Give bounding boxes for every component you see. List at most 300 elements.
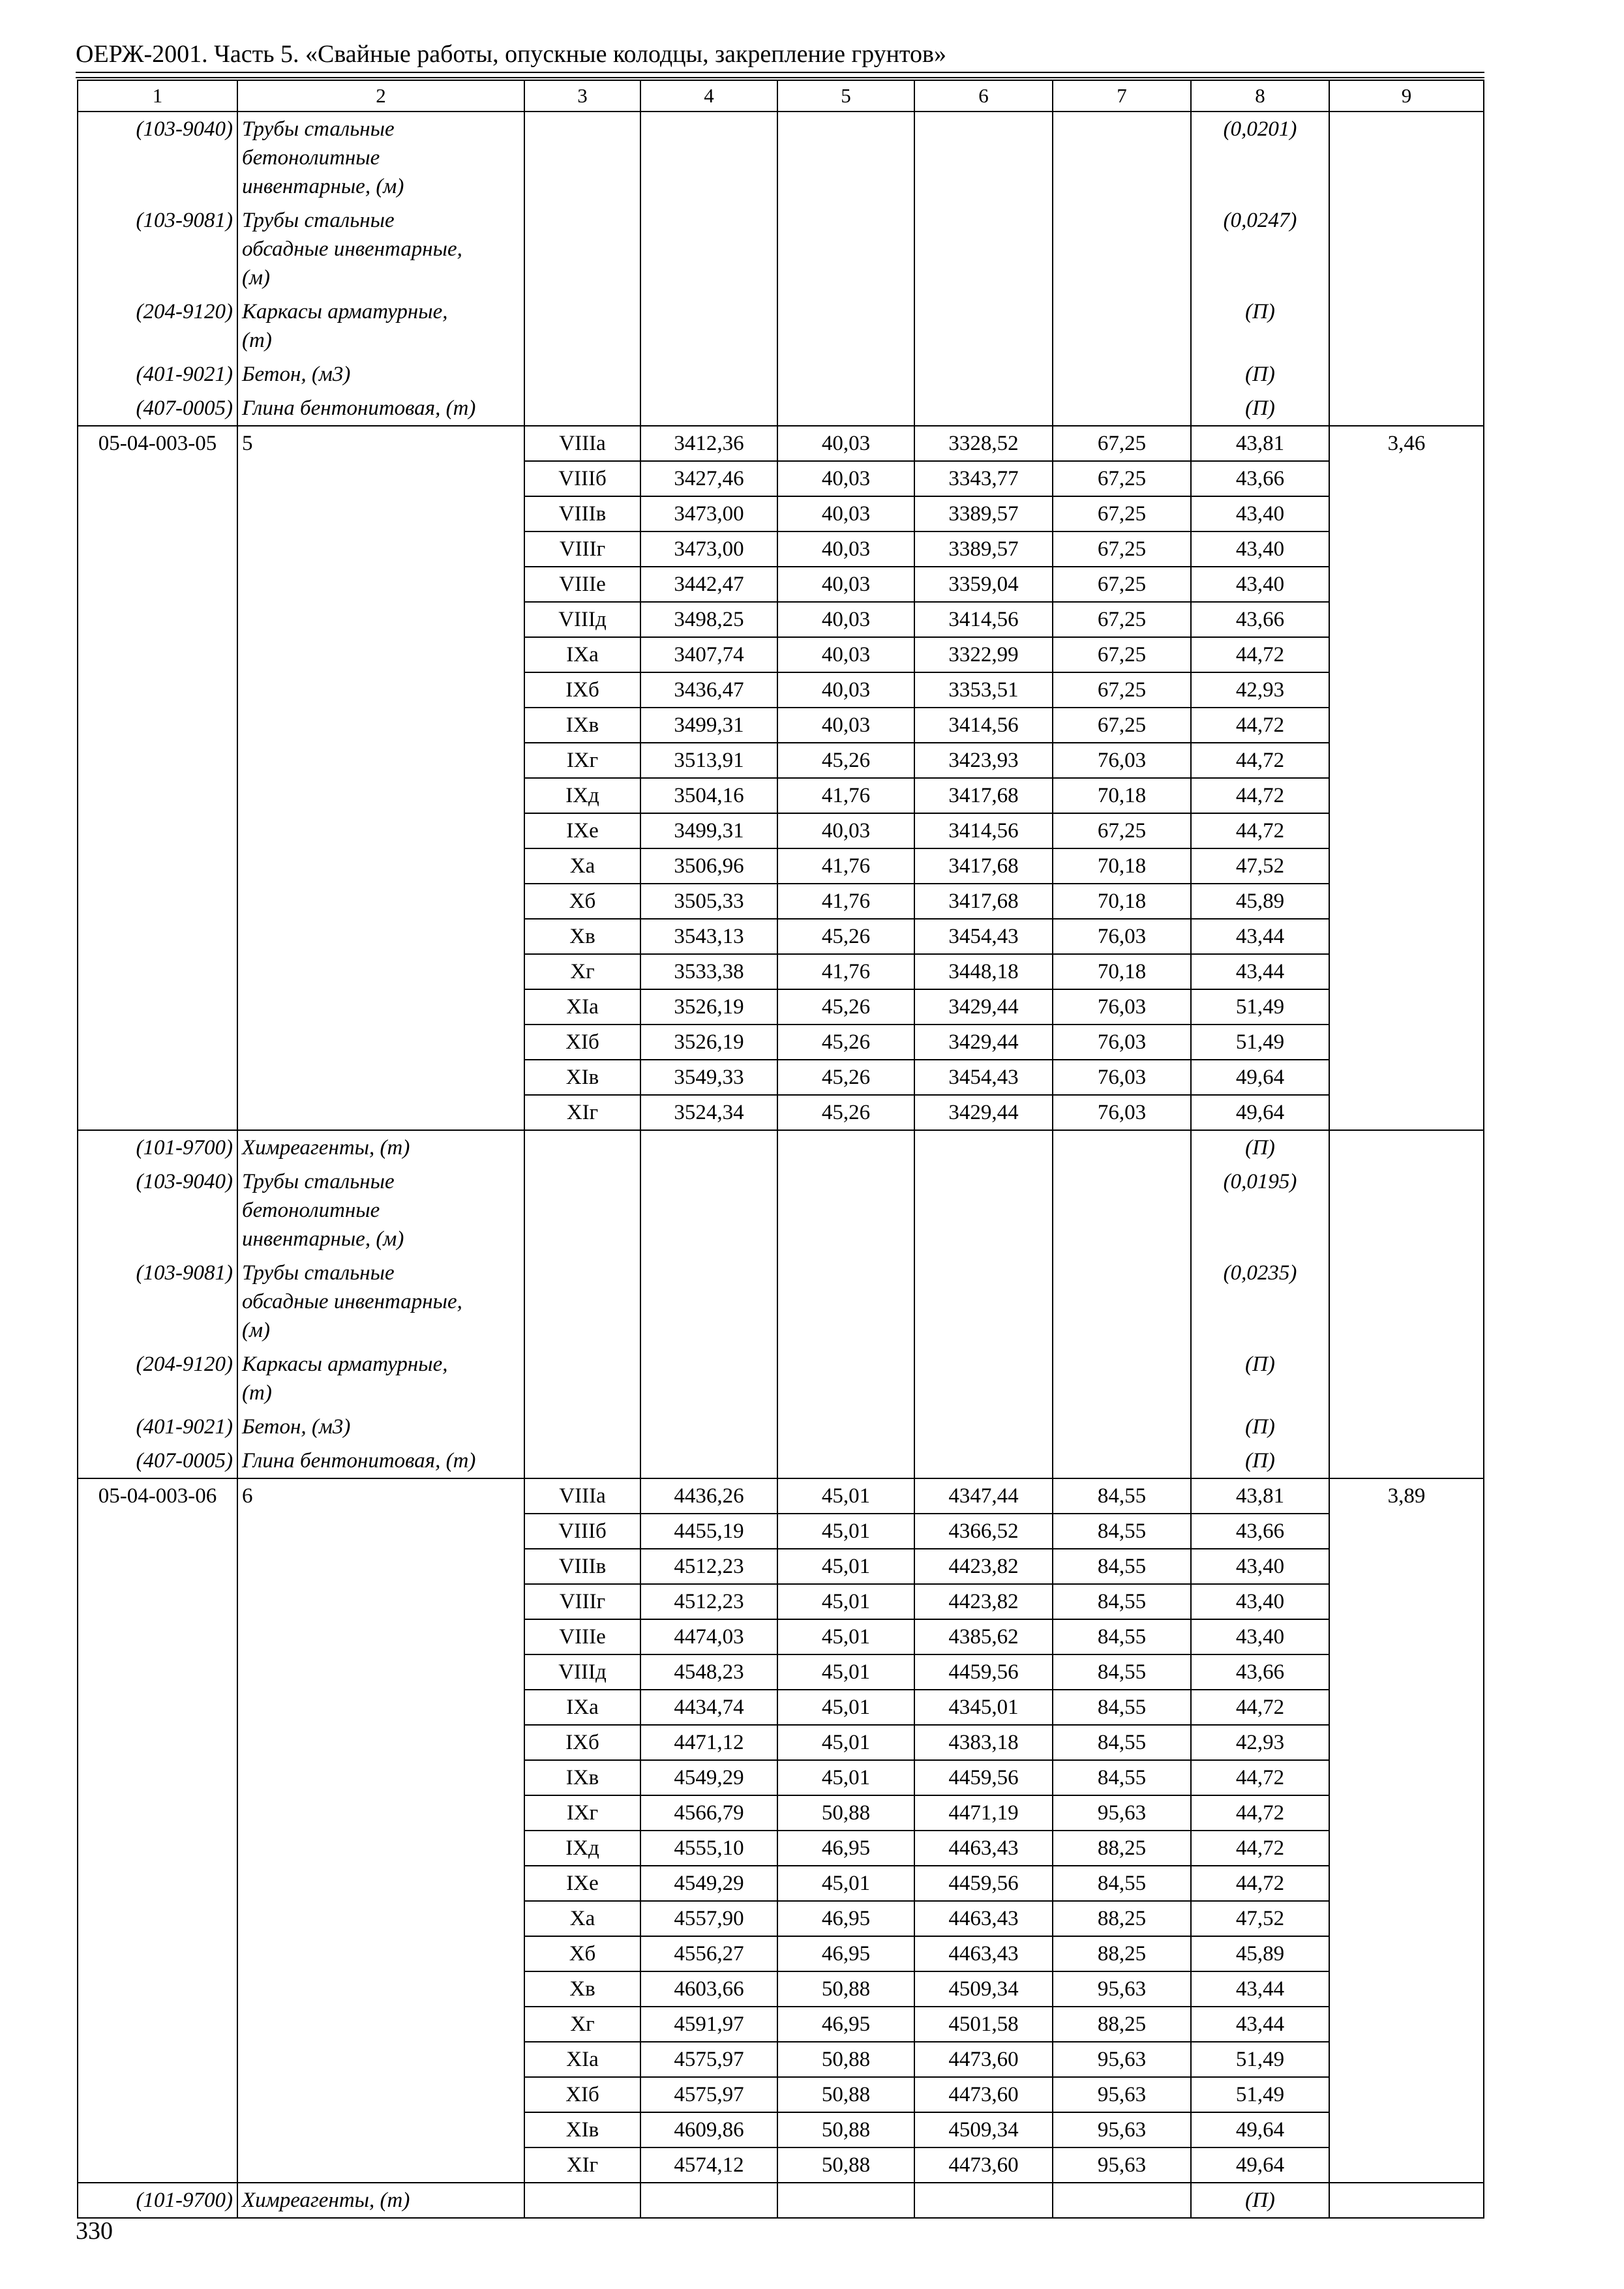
empty-cell — [1053, 1410, 1191, 1444]
empty-cell — [524, 1347, 640, 1410]
wages-cell: 41,76 — [777, 848, 914, 884]
price-row — [78, 1795, 1484, 1831]
direct-cost-cell: 3427,46 — [640, 461, 777, 496]
empty-cell — [777, 203, 914, 295]
direct-cost-cell: 4591,97 — [640, 2007, 777, 2042]
machines-cell: 3359,04 — [914, 567, 1053, 602]
empty-cell — [78, 989, 237, 1025]
wages-cell: 41,76 — [777, 778, 914, 813]
empty-cell — [78, 1936, 237, 1971]
empty-cell — [237, 1831, 524, 1866]
empty-cell — [78, 778, 237, 813]
empty-cell — [640, 1444, 777, 1478]
empty-cell — [78, 1654, 237, 1690]
price-row — [78, 496, 1484, 531]
empty-cell — [1329, 1410, 1484, 1444]
machinist-wages-cell: 67,25 — [1053, 637, 1191, 672]
direct-cost-cell: 3533,38 — [640, 954, 777, 989]
wages-cell: 40,03 — [777, 426, 914, 461]
materials-cell: 43,40 — [1191, 496, 1329, 531]
material-name-line: Трубы стальные — [242, 1170, 395, 1193]
material-name — [237, 112, 524, 203]
price-row — [78, 1866, 1484, 1901]
empty-cell — [1329, 2147, 1484, 2183]
zone-cell: IXа — [524, 1690, 640, 1725]
empty-cell — [914, 1165, 1053, 1256]
material-value: (П) — [1191, 391, 1329, 426]
labor-cost-cell: 3,46 — [1329, 426, 1484, 461]
material-code: (103-9081) — [78, 203, 237, 295]
machines-cell: 4366,52 — [914, 1514, 1053, 1549]
empty-cell — [1329, 496, 1484, 531]
empty-cell — [237, 1654, 524, 1690]
column-number: 4 — [640, 80, 777, 112]
material-row — [78, 203, 1484, 295]
material-name-line: (м) — [242, 1319, 271, 1342]
machines-cell: 4471,19 — [914, 1795, 1053, 1831]
price-row — [78, 1025, 1484, 1060]
direct-cost-cell: 4574,12 — [640, 2147, 777, 2183]
rate-name: 6 — [237, 1478, 524, 1514]
wages-cell: 50,88 — [777, 2042, 914, 2077]
machines-cell: 4459,56 — [914, 1866, 1053, 1901]
empty-cell — [78, 1095, 237, 1130]
empty-cell — [237, 848, 524, 884]
zone-cell: VIIIа — [524, 1478, 640, 1514]
empty-cell — [914, 2183, 1053, 2218]
zone-cell: XIг — [524, 1095, 640, 1130]
empty-cell — [914, 1256, 1053, 1347]
column-number-row — [78, 80, 1484, 112]
wages-cell: 45,26 — [777, 1095, 914, 1130]
material-row — [78, 112, 1484, 203]
empty-cell — [237, 1725, 524, 1760]
wages-cell: 40,03 — [777, 672, 914, 708]
column-number: 8 — [1191, 80, 1329, 112]
column-number: 1 — [78, 80, 237, 112]
price-row — [78, 1971, 1484, 2007]
machines-cell: 4347,44 — [914, 1478, 1053, 1514]
price-row — [78, 637, 1484, 672]
machines-cell: 4459,56 — [914, 1654, 1053, 1690]
price-row — [78, 1060, 1484, 1095]
column-number: 9 — [1329, 80, 1484, 112]
empty-cell — [1329, 1444, 1484, 1478]
zone-cell: XIб — [524, 2077, 640, 2112]
empty-cell — [640, 203, 777, 295]
empty-cell — [914, 295, 1053, 357]
price-row — [78, 567, 1484, 602]
zone-cell: IXг — [524, 1795, 640, 1831]
zone-cell: IXе — [524, 813, 640, 848]
empty-cell — [1329, 461, 1484, 496]
material-name-line: Химреагенты, (т) — [242, 1136, 410, 1159]
materials-cell: 43,40 — [1191, 1584, 1329, 1619]
empty-cell — [777, 1410, 914, 1444]
empty-cell — [237, 2007, 524, 2042]
material-name-line: инвентарные, (м) — [242, 1227, 404, 1251]
zone-cell: Xв — [524, 919, 640, 954]
empty-cell — [78, 1584, 237, 1619]
materials-cell: 44,72 — [1191, 743, 1329, 778]
price-table — [77, 80, 1483, 2219]
machinist-wages-cell: 67,25 — [1053, 567, 1191, 602]
direct-cost-cell: 4436,26 — [640, 1478, 777, 1514]
machinist-wages-cell: 76,03 — [1053, 989, 1191, 1025]
empty-cell — [1329, 1971, 1484, 2007]
price-row — [78, 708, 1484, 743]
empty-cell — [237, 602, 524, 637]
zone-cell: VIIIв — [524, 1549, 640, 1584]
wages-cell: 45,01 — [777, 1619, 914, 1654]
material-row — [78, 295, 1484, 357]
direct-cost-cell: 3436,47 — [640, 672, 777, 708]
empty-cell — [78, 1619, 237, 1654]
empty-cell — [524, 295, 640, 357]
price-row — [78, 1831, 1484, 1866]
empty-cell — [78, 848, 237, 884]
direct-cost-cell: 3549,33 — [640, 1060, 777, 1095]
zone-cell: VIIIб — [524, 1514, 640, 1549]
price-row — [78, 1095, 1484, 1130]
direct-cost-cell: 3412,36 — [640, 426, 777, 461]
materials-cell: 44,72 — [1191, 778, 1329, 813]
wages-cell: 46,95 — [777, 1831, 914, 1866]
machinist-wages-cell: 76,03 — [1053, 1060, 1191, 1095]
machinist-wages-cell: 70,18 — [1053, 848, 1191, 884]
wages-cell: 45,26 — [777, 1060, 914, 1095]
empty-cell — [78, 1060, 237, 1095]
empty-cell — [1329, 672, 1484, 708]
material-name-line: Каркасы арматурные, — [242, 300, 448, 323]
direct-cost-cell: 4434,74 — [640, 1690, 777, 1725]
price-row — [78, 2112, 1484, 2147]
machines-cell: 3353,51 — [914, 672, 1053, 708]
machinist-wages-cell: 67,25 — [1053, 813, 1191, 848]
column-number: 2 — [237, 80, 524, 112]
wages-cell: 41,76 — [777, 884, 914, 919]
empty-cell — [1053, 2183, 1191, 2218]
empty-cell — [237, 1901, 524, 1936]
empty-cell — [640, 357, 777, 391]
wages-cell: 40,03 — [777, 813, 914, 848]
material-name-line: бетонолитные — [242, 1199, 380, 1222]
empty-cell — [1329, 1725, 1484, 1760]
empty-cell — [1053, 1256, 1191, 1347]
direct-cost-cell: 3407,74 — [640, 637, 777, 672]
empty-cell — [1329, 743, 1484, 778]
material-name — [237, 357, 524, 391]
materials-cell: 51,49 — [1191, 2042, 1329, 2077]
empty-cell — [524, 357, 640, 391]
empty-cell — [1329, 1095, 1484, 1130]
material-name-line: бетонолитные — [242, 146, 380, 170]
wages-cell: 45,01 — [777, 1654, 914, 1690]
empty-cell — [524, 1165, 640, 1256]
materials-cell: 51,49 — [1191, 2077, 1329, 2112]
empty-cell — [914, 1130, 1053, 1165]
zone-cell: IXе — [524, 1866, 640, 1901]
wages-cell: 45,01 — [777, 1514, 914, 1549]
zone-cell: VIIIб — [524, 461, 640, 496]
price-row — [78, 1619, 1484, 1654]
machinist-wages-cell: 76,03 — [1053, 1025, 1191, 1060]
material-name-line: Глина бентонитовая, (т) — [242, 1449, 476, 1473]
zone-cell: IXв — [524, 1760, 640, 1795]
zone-cell: Xб — [524, 1936, 640, 1971]
direct-cost-cell: 3498,25 — [640, 602, 777, 637]
material-name — [237, 295, 524, 357]
empty-cell — [1329, 1514, 1484, 1549]
zone-cell: VIIIд — [524, 602, 640, 637]
column-number: 6 — [914, 80, 1053, 112]
empty-cell — [524, 1256, 640, 1347]
direct-cost-cell: 3504,16 — [640, 778, 777, 813]
materials-cell: 43,66 — [1191, 1654, 1329, 1690]
zone-cell: VIIIа — [524, 426, 640, 461]
price-row — [78, 1514, 1484, 1549]
material-code: (401-9021) — [78, 1410, 237, 1444]
zone-cell: VIIIг — [524, 1584, 640, 1619]
material-code: (204-9120) — [78, 295, 237, 357]
wages-cell: 41,76 — [777, 954, 914, 989]
empty-cell — [1329, 1795, 1484, 1831]
wages-cell: 45,26 — [777, 989, 914, 1025]
material-row — [78, 357, 1484, 391]
empty-cell — [1329, 1130, 1484, 1165]
empty-cell — [237, 461, 524, 496]
labor-cost-cell: 3,89 — [1329, 1478, 1484, 1514]
empty-cell — [640, 2183, 777, 2218]
price-row — [78, 672, 1484, 708]
materials-cell: 43,40 — [1191, 1619, 1329, 1654]
price-row — [78, 2007, 1484, 2042]
machines-cell: 3414,56 — [914, 708, 1053, 743]
materials-cell: 43,44 — [1191, 954, 1329, 989]
material-name — [237, 2183, 524, 2218]
wages-cell: 45,01 — [777, 1478, 914, 1514]
zone-cell: VIIIг — [524, 531, 640, 567]
machines-cell: 3429,44 — [914, 1025, 1053, 1060]
machinist-wages-cell: 84,55 — [1053, 1866, 1191, 1901]
machinist-wages-cell: 70,18 — [1053, 954, 1191, 989]
materials-cell: 45,89 — [1191, 1936, 1329, 1971]
empty-cell — [237, 1795, 524, 1831]
machines-cell: 4423,82 — [914, 1549, 1053, 1584]
wages-cell: 45,01 — [777, 1584, 914, 1619]
empty-cell — [1329, 203, 1484, 295]
empty-cell — [78, 884, 237, 919]
materials-cell: 43,66 — [1191, 461, 1329, 496]
empty-cell — [78, 1795, 237, 1831]
empty-cell — [78, 919, 237, 954]
direct-cost-cell: 4566,79 — [640, 1795, 777, 1831]
empty-cell — [237, 813, 524, 848]
machinist-wages-cell: 67,25 — [1053, 672, 1191, 708]
empty-cell — [237, 989, 524, 1025]
zone-cell: Xг — [524, 954, 640, 989]
direct-cost-cell: 3526,19 — [640, 989, 777, 1025]
direct-cost-cell: 4549,29 — [640, 1866, 777, 1901]
wages-cell: 50,88 — [777, 2077, 914, 2112]
empty-cell — [640, 391, 777, 426]
empty-cell — [1329, 1831, 1484, 1866]
empty-cell — [78, 672, 237, 708]
direct-cost-cell: 4556,27 — [640, 1936, 777, 1971]
empty-cell — [78, 813, 237, 848]
machines-cell: 4383,18 — [914, 1725, 1053, 1760]
material-row — [78, 1347, 1484, 1410]
zone-cell: IXа — [524, 637, 640, 672]
empty-cell — [237, 1866, 524, 1901]
empty-cell — [78, 496, 237, 531]
material-name-line: Химреагенты, (т) — [242, 2189, 410, 2212]
column-number: 7 — [1053, 80, 1191, 112]
empty-cell — [914, 1410, 1053, 1444]
machinist-wages-cell: 76,03 — [1053, 743, 1191, 778]
machinist-wages-cell: 84,55 — [1053, 1760, 1191, 1795]
empty-cell — [1329, 1256, 1484, 1347]
empty-cell — [524, 112, 640, 203]
machines-cell: 3454,43 — [914, 1060, 1053, 1095]
zone-cell: XIа — [524, 2042, 640, 2077]
empty-cell — [1329, 989, 1484, 1025]
empty-cell — [524, 391, 640, 426]
material-value: (П) — [1191, 295, 1329, 357]
machines-cell: 3343,77 — [914, 461, 1053, 496]
material-value: (П) — [1191, 357, 1329, 391]
empty-cell — [78, 708, 237, 743]
empty-cell — [1329, 1347, 1484, 1410]
machinist-wages-cell: 84,55 — [1053, 1619, 1191, 1654]
empty-cell — [1329, 2077, 1484, 2112]
empty-cell — [914, 1347, 1053, 1410]
empty-cell — [1329, 919, 1484, 954]
materials-cell: 44,72 — [1191, 637, 1329, 672]
machines-cell: 3429,44 — [914, 1095, 1053, 1130]
materials-cell: 49,64 — [1191, 1095, 1329, 1130]
machinist-wages-cell: 76,03 — [1053, 919, 1191, 954]
wages-cell: 45,01 — [777, 1760, 914, 1795]
machines-cell: 3417,68 — [914, 848, 1053, 884]
material-name — [237, 1444, 524, 1478]
empty-cell — [777, 1444, 914, 1478]
material-value: (П) — [1191, 1347, 1329, 1410]
empty-cell — [1053, 1130, 1191, 1165]
direct-cost-cell: 3473,00 — [640, 531, 777, 567]
machinist-wages-cell: 95,63 — [1053, 2077, 1191, 2112]
machines-cell: 3429,44 — [914, 989, 1053, 1025]
zone-cell: IXб — [524, 672, 640, 708]
machinist-wages-cell: 95,63 — [1053, 2042, 1191, 2077]
machines-cell: 3417,68 — [914, 778, 1053, 813]
empty-cell — [78, 2007, 237, 2042]
direct-cost-cell: 3524,34 — [640, 1095, 777, 1130]
empty-cell — [237, 1549, 524, 1584]
empty-cell — [1329, 1690, 1484, 1725]
zone-cell: XIв — [524, 2112, 640, 2147]
machines-cell: 4385,62 — [914, 1619, 1053, 1654]
empty-cell — [1329, 1866, 1484, 1901]
materials-cell: 43,81 — [1191, 426, 1329, 461]
materials-cell: 43,44 — [1191, 1971, 1329, 2007]
direct-cost-cell: 4603,66 — [640, 1971, 777, 2007]
materials-cell: 43,40 — [1191, 567, 1329, 602]
empty-cell — [78, 531, 237, 567]
price-row — [78, 426, 1484, 461]
empty-cell — [640, 112, 777, 203]
material-name-line: (т) — [242, 329, 272, 352]
empty-cell — [237, 778, 524, 813]
material-name-line: Трубы стальные — [242, 117, 395, 141]
empty-cell — [237, 708, 524, 743]
direct-cost-cell: 4555,10 — [640, 1831, 777, 1866]
materials-cell: 49,64 — [1191, 2147, 1329, 2183]
direct-cost-cell: 4557,90 — [640, 1901, 777, 1936]
direct-cost-cell: 4512,23 — [640, 1549, 777, 1584]
machines-cell: 4463,43 — [914, 1936, 1053, 1971]
empty-cell — [237, 496, 524, 531]
empty-cell — [1329, 1654, 1484, 1690]
material-row — [78, 2183, 1484, 2218]
empty-cell — [78, 2077, 237, 2112]
column-number: 3 — [524, 80, 640, 112]
price-row — [78, 1725, 1484, 1760]
material-name-line: Бетон, (м3) — [242, 1415, 351, 1439]
direct-cost-cell: 3543,13 — [640, 919, 777, 954]
empty-cell — [1053, 1347, 1191, 1410]
direct-cost-cell: 3505,33 — [640, 884, 777, 919]
price-table-grid — [77, 80, 1484, 2219]
machinist-wages-cell: 67,25 — [1053, 461, 1191, 496]
empty-cell — [237, 1025, 524, 1060]
empty-cell — [78, 1831, 237, 1866]
machines-cell: 3389,57 — [914, 531, 1053, 567]
machines-cell: 3454,43 — [914, 919, 1053, 954]
material-name-line: Каркасы арматурные, — [242, 1353, 448, 1376]
price-row — [78, 778, 1484, 813]
machines-cell: 3414,56 — [914, 602, 1053, 637]
material-row — [78, 1444, 1484, 1478]
materials-cell: 42,93 — [1191, 672, 1329, 708]
empty-cell — [777, 391, 914, 426]
material-code: (103-9040) — [78, 1165, 237, 1256]
zone-cell: XIг — [524, 2147, 640, 2183]
zone-cell: IXв — [524, 708, 640, 743]
zone-cell: XIа — [524, 989, 640, 1025]
materials-cell: 51,49 — [1191, 1025, 1329, 1060]
zone-cell: Xа — [524, 848, 640, 884]
empty-cell — [78, 567, 237, 602]
page-number: 330 — [76, 2217, 113, 2245]
wages-cell: 45,01 — [777, 1725, 914, 1760]
direct-cost-cell: 3442,47 — [640, 567, 777, 602]
machines-cell: 4501,58 — [914, 2007, 1053, 2042]
machines-cell: 4473,60 — [914, 2042, 1053, 2077]
empty-cell — [237, 1971, 524, 2007]
empty-cell — [640, 1256, 777, 1347]
material-row — [78, 1256, 1484, 1347]
machines-cell: 3389,57 — [914, 496, 1053, 531]
direct-cost-cell: 3499,31 — [640, 813, 777, 848]
empty-cell — [524, 1410, 640, 1444]
empty-cell — [1329, 1060, 1484, 1095]
empty-cell — [237, 919, 524, 954]
empty-cell — [640, 1130, 777, 1165]
empty-cell — [640, 1410, 777, 1444]
price-row — [78, 1936, 1484, 1971]
empty-cell — [1053, 1165, 1191, 1256]
